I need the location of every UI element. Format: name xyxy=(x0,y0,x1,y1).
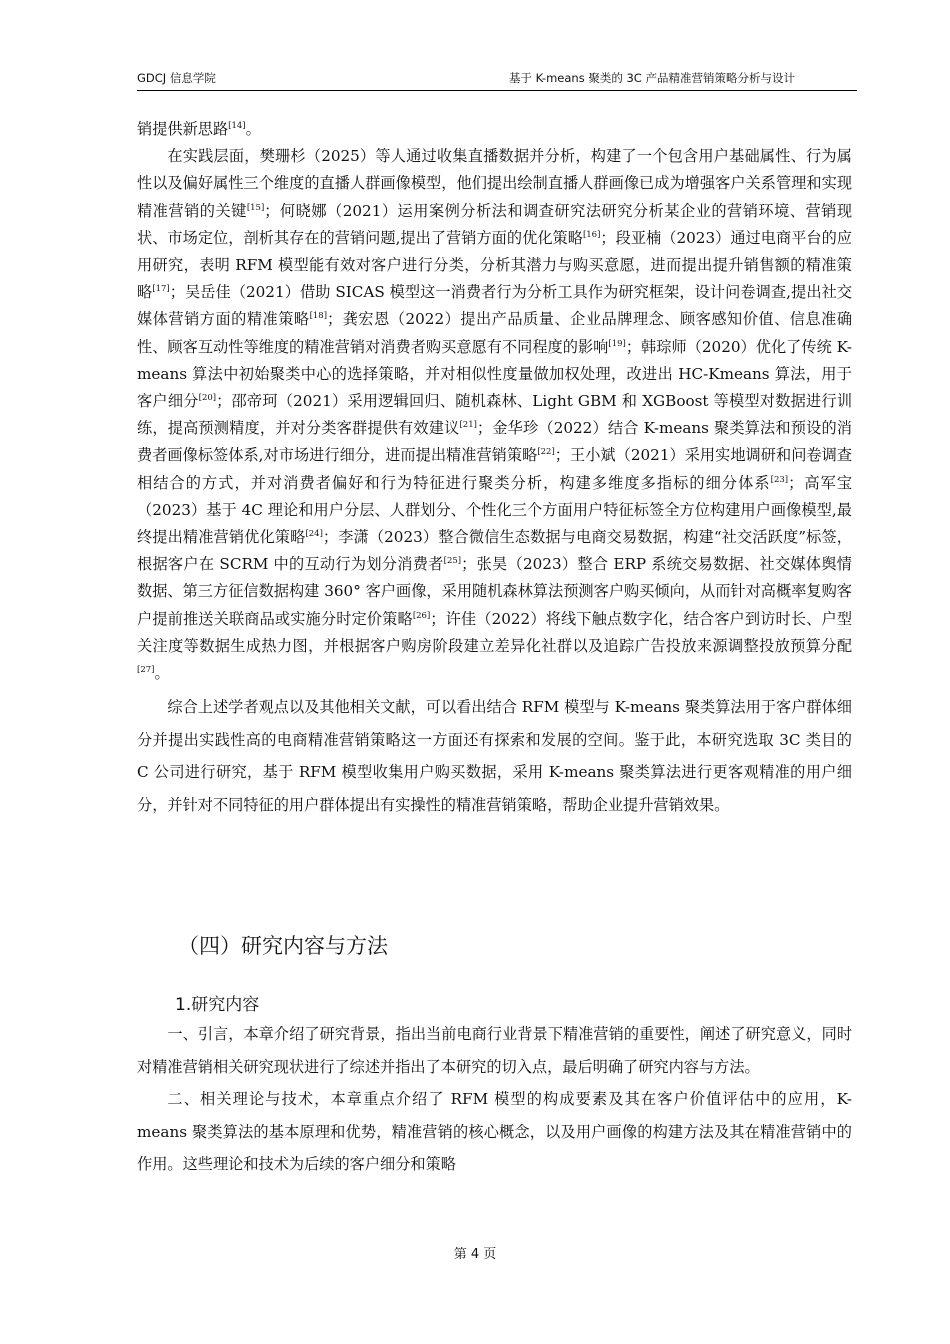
citation: [20] xyxy=(198,393,217,404)
section-heading: （四）研究内容与方法 xyxy=(178,934,388,958)
citation: [17] xyxy=(152,284,170,295)
citation: [14] xyxy=(228,121,246,131)
citation: [26] xyxy=(412,610,431,621)
citation: [18] xyxy=(309,311,328,322)
research-content-text xyxy=(137,1018,852,1181)
paragraph-summary: 综合上述学者观点以及其他相关文献，可以看出结合 RFM 模型与 K-means 聚类算法用于客户群体细分并提出实践性高的电商精准营销策略这一方面还有探索和发展的空间。鉴于此，本研究选取 3C 类目的 C 公司进行研究，基于 RFM 模型收集用户购买数据，采用 K-means 聚类算法进行更客观精准的用户细分，并针对不同特征的用户群体提出有实操性的精准营销策略，帮助企业提升营销效果。 xyxy=(137,698,852,814)
paragraph-continuation: 销提供新思路[14]。 xyxy=(137,120,261,138)
citation: [21] xyxy=(459,420,477,431)
citation: [24] xyxy=(305,529,323,540)
citation: [23] xyxy=(770,474,789,485)
citation: [27] xyxy=(137,665,155,676)
citation: [22] xyxy=(537,447,555,458)
paragraph-practice-review: 在实践层面，樊珊杉（2025）等人通过收集直播数据并分析，构建了一个包含用户基础属性、行为属性以及偏好属性三个维度的直播人群画像模型，他们提出绘制直播人群画像已成为增强客户关系管理和实现精准营销的关键[15]；何晓娜（2021）运用案例分析法和调查研究法研究分析某企业的营销环境、营销现状、市场定位，剖析其存在的营销问题,提出了营销方面的优化策略[16]；段亚楠（2023）通过电商平台的应用研究，表明 RFM 模型能有效对客户进行分类，分析其潜力与购买意愿，进而提出提升销售额的精准策略[17]；吴岳佳（2021）借助 SICAS 模型这一消费者行为分析工具作为研究框架，设计问卷调查,提出社交媒体营销方面的精准策略[18]；龚宏恩（2022）提出产品质量、企业品牌理念、顾客感知价值、信息准确性、顾客互动性等维度的精准营销对消费者购买意愿有不同程度的影响[19]；韩琮师（2020）优化了传统 K-means 算法中初始聚类中心的选择策略，并对相似性度量做加权处理，改进出 HC-Kmeans 算法，用于客户细分[20]；邵帝珂（2021）采用逻辑回归、随机森林、Light GBM 和 XGBoost 等模型对数据进行训练，提高预测精度，并对分类客群提供有效建议[21]；金华珍（2022）结合 K-means 聚类算法和预设的消费者画像标签体系,对市场进行细分，进而提出精准营销策略[22]；王小斌（2021）采用实地调研和问卷调查相结合的方式，并对消费者偏好和行为特征进行聚类分析，构建多维度多指标的细分体系[23]；高军宝（2023）基于 4C 理论和用户分层、人群划分、个性化三个方面用户特征标签全方位构建用户画像模型,最终提出精准营销优化策略[24]；李潇（2023）整合微信生态数据与电商交易数据，构建“社交活跃度”标签，根据客户在 SCRM 中的互动行为划分消费者[25]；张昊（2023）整合 ERP 系统交易数据、社交媒体舆情数据、第三方征信数据构建 360° 客户画像，采用随机森林算法预测客户购买倾向，从而针对高概率复购客户提前推送关联商品或实施分时定价策略[26]；许佳（2022）将线下触点数字化，结合客户到访时长、户型关注度等数据生成热力图，并根据客户购房阶段建立差异化社群以及追踪广告投放来源调整投放预算分配[27]。 xyxy=(137,147,853,683)
body-text xyxy=(137,116,852,821)
citation: [15] xyxy=(246,202,265,213)
paragraph-chapter-2: 二、相关理论与技术，本章重点介绍了 RFM 模型的构成要素及其在客户价值评估中的应用，K-means 聚类算法的基本原理和优势，精准营销的核心概念，以及用户画像的构建方法及其在精准营销中的作用。这些理论和技术为后续的客户细分和策略 xyxy=(137,1090,852,1173)
citation: [19] xyxy=(608,338,626,349)
page-header xyxy=(137,68,857,91)
subsection-heading: 1.研究内容 xyxy=(175,995,260,1015)
header-thesis-title: 基于 K-means 聚类的 3C 产品精准营销策略分析与设计 xyxy=(508,71,795,85)
citation: [25] xyxy=(443,556,462,567)
citation: [16] xyxy=(582,229,601,240)
page-number: 第 4 页 xyxy=(453,1247,497,1262)
paragraph-chapter-1: 一、引言，本章介绍了研究背景，指出当前电商行业背景下精准营销的重要性，阐述了研究意义，同时对精准营销相关研究现状进行了综述并指出了本研究的切入点，最后明确了研究内容与方法。 xyxy=(137,1025,852,1076)
header-school: GDCJ 信息学院 xyxy=(137,71,216,85)
